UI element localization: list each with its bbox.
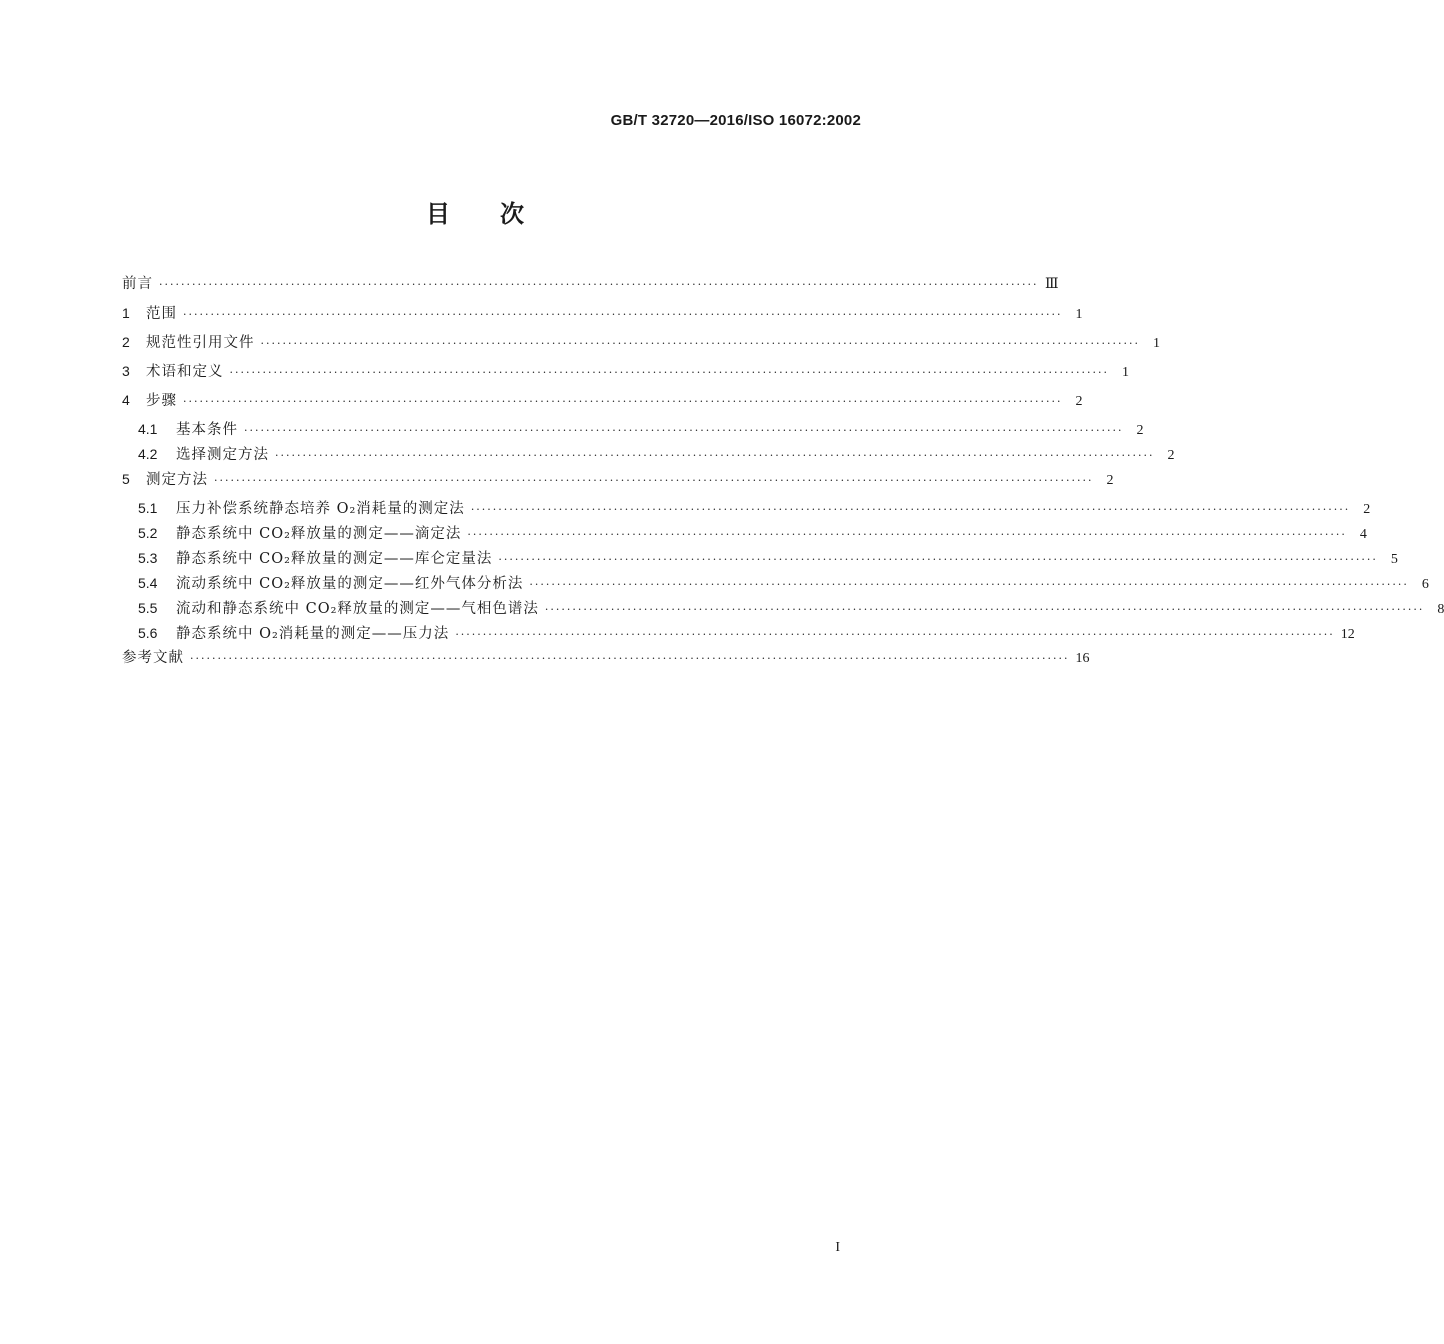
toc-entry-page: 2	[1167, 448, 1175, 463]
toc-entry[interactable]	[122, 273, 1059, 302]
toc-entry[interactable]	[122, 331, 1160, 360]
toc-entry-page: 2	[1136, 423, 1144, 438]
toc-entry-number: 4	[122, 392, 130, 408]
toc-entry-page: 2	[1106, 473, 1114, 488]
toc-entry-page: Ⅲ	[1044, 277, 1059, 292]
toc-entry-number: 1	[122, 305, 130, 321]
toc-entry-title: 规范性引用文件	[146, 335, 255, 351]
toc-entry[interactable]	[122, 522, 1367, 547]
toc-entry[interactable]	[122, 497, 1371, 522]
page-title-part-1: 目	[426, 200, 450, 228]
standard-identifier: GB/T 32720—2016/ISO 16072:2002	[610, 112, 861, 129]
page-title-part-2: 次	[500, 200, 524, 228]
toc-entry[interactable]	[122, 443, 1175, 468]
toc-entry[interactable]	[122, 622, 1355, 647]
toc-entry-title: 测定方法	[146, 472, 208, 488]
toc-entry[interactable]	[122, 302, 1083, 331]
toc-entry-number: 3	[122, 363, 130, 379]
toc-entry-title: 基本条件	[176, 422, 238, 438]
toc-entry[interactable]	[122, 547, 1398, 572]
toc-entry-page: 2	[1075, 394, 1083, 409]
toc-entry-number: 5.5	[138, 600, 158, 616]
toc-dot-leader: ································································································································································	[470, 503, 1351, 516]
toc-entry-page: 2	[1363, 502, 1371, 517]
toc-entry-title: 范围	[146, 306, 177, 322]
toc-entry-page: 8	[1437, 602, 1444, 617]
toc-entry-number: 5.4	[138, 575, 158, 591]
toc-dot-leader: ································································································································································	[214, 474, 1094, 487]
toc-dot-leader: ································································································································································	[275, 449, 1155, 462]
toc-entry-number: 5.1	[138, 500, 158, 516]
toc-dot-leader: ································································································································································	[183, 308, 1063, 321]
toc-entry-page: 5	[1390, 552, 1398, 567]
toc-entry-number: 5	[122, 471, 130, 487]
toc-dot-leader: ································································································································································	[183, 395, 1063, 408]
table-of-contents	[122, 273, 1444, 676]
toc-entry-title: 前言	[122, 276, 153, 292]
toc-entry-number: 5.3	[138, 550, 158, 566]
toc-entry-title: 术语和定义	[146, 364, 224, 380]
toc-entry[interactable]	[122, 389, 1083, 418]
toc-dot-leader: ································································································································································	[455, 628, 1335, 641]
toc-entry-number: 5.2	[138, 525, 158, 541]
toc-entry-title: 参考文献	[122, 650, 184, 666]
toc-entry-title: 流动系统中 CO₂释放量的测定——红外气体分析法	[176, 576, 524, 592]
toc-dot-leader: ································································································································································	[190, 652, 1070, 665]
toc-dot-leader: ································································································································································	[498, 553, 1378, 566]
toc-dot-leader: ································································································································································	[529, 578, 1409, 591]
toc-dot-leader: ································································································································································	[244, 424, 1124, 437]
toc-entry-title: 静态系统中 O₂消耗量的测定——压力法	[176, 626, 450, 642]
toc-entry-page: 4	[1359, 527, 1367, 542]
toc-dot-leader: ································································································································································	[544, 603, 1425, 616]
toc-entry-title: 选择测定方法	[176, 447, 269, 463]
toc-dot-leader: ································································································································································	[260, 337, 1140, 350]
toc-entry[interactable]	[122, 572, 1429, 597]
toc-entry[interactable]	[122, 468, 1114, 497]
toc-entry-title: 流动和静态系统中 CO₂释放量的测定——气相色谱法	[176, 601, 539, 617]
toc-entry[interactable]	[122, 418, 1144, 443]
page-title	[0, 194, 950, 229]
toc-entry-page: 1	[1121, 365, 1129, 380]
toc-dot-leader: ································································································································································	[229, 366, 1109, 379]
page-number: I	[835, 1240, 840, 1255]
toc-entry-number: 5.6	[138, 625, 158, 641]
toc-entry[interactable]	[122, 360, 1129, 389]
toc-entry-number: 4.1	[138, 421, 158, 437]
toc-dot-leader: ································································································································································	[159, 278, 1039, 291]
toc-entry-title: 压力补偿系统静态培养 O₂消耗量的测定法	[176, 501, 465, 517]
toc-entry-page: 1	[1075, 307, 1083, 322]
toc-entry[interactable]	[122, 597, 1444, 622]
toc-entry-number: 2	[122, 334, 130, 350]
toc-entry-page: 6	[1421, 577, 1429, 592]
toc-dot-leader: ································································································································································	[467, 528, 1347, 541]
toc-entry[interactable]	[122, 647, 1090, 676]
toc-entry-page: 12	[1340, 627, 1355, 642]
toc-entry-page: 1	[1152, 336, 1160, 351]
toc-entry-number: 4.2	[138, 446, 158, 462]
toc-entry-title: 步骤	[146, 393, 177, 409]
toc-entry-title: 静态系统中 CO₂释放量的测定——库仑定量法	[176, 551, 493, 567]
toc-entry-page: 16	[1075, 651, 1090, 666]
toc-entry-title: 静态系统中 CO₂释放量的测定——滴定法	[176, 526, 462, 542]
